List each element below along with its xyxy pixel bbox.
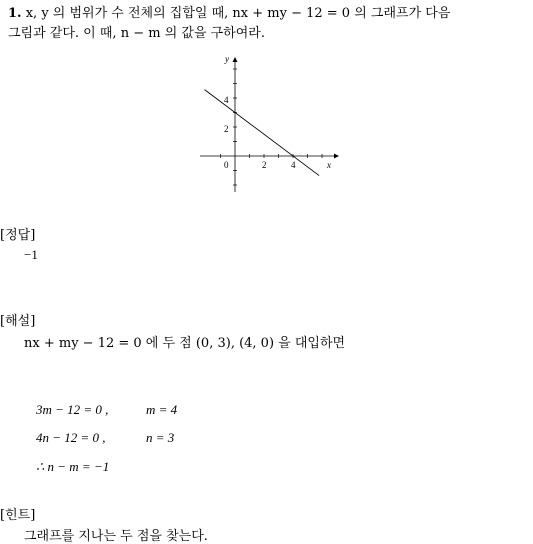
y-tick-label-4: 4 <box>224 95 229 105</box>
solution-header: [해설] <box>0 314 36 329</box>
solution-intro: nx + my − 12 = 0 에 두 점 (0, 3), (4, 0) 을 대입하면 <box>24 336 346 351</box>
line-graph <box>196 54 346 194</box>
equation-2-left: 4n − 12 = 0 , <box>36 430 106 445</box>
equation-3: ∴ n − m = −1 <box>36 459 110 474</box>
problem-line-1 <box>8 2 450 21</box>
equation-2-right: n = 3 <box>146 430 175 445</box>
axes <box>200 57 339 192</box>
equation-1-left: 3m − 12 = 0 , <box>36 402 109 417</box>
origin-label: 0 <box>224 160 229 170</box>
hint-text: 그래프를 지나는 두 점을 찾는다. <box>24 529 208 544</box>
x-axis-label: x <box>327 160 331 170</box>
hint-header: [힌트] <box>0 508 36 523</box>
x-tick-label-2: 2 <box>262 160 267 170</box>
equation-1-right: m = 4 <box>146 402 178 417</box>
problem-number: 1. <box>8 6 22 21</box>
y-axis-arrow <box>233 57 238 62</box>
answer-header: [정답] <box>0 228 36 243</box>
answer-value: −1 <box>24 247 38 262</box>
x-axis-arrow <box>334 154 339 159</box>
problem-line-2: 그림과 같다. 이 때, n − m 의 값을 구하여라. <box>8 26 265 41</box>
x-tick-label-4: 4 <box>291 160 296 170</box>
ticks <box>221 69 323 185</box>
problem-text-1: x, y 의 범위가 수 전체의 집합일 때, nx + my − 12 = 0 의 그래프가 다음 <box>25 6 451 21</box>
y-tick-label-2: 2 <box>224 124 229 134</box>
y-axis-label: y <box>225 54 229 64</box>
